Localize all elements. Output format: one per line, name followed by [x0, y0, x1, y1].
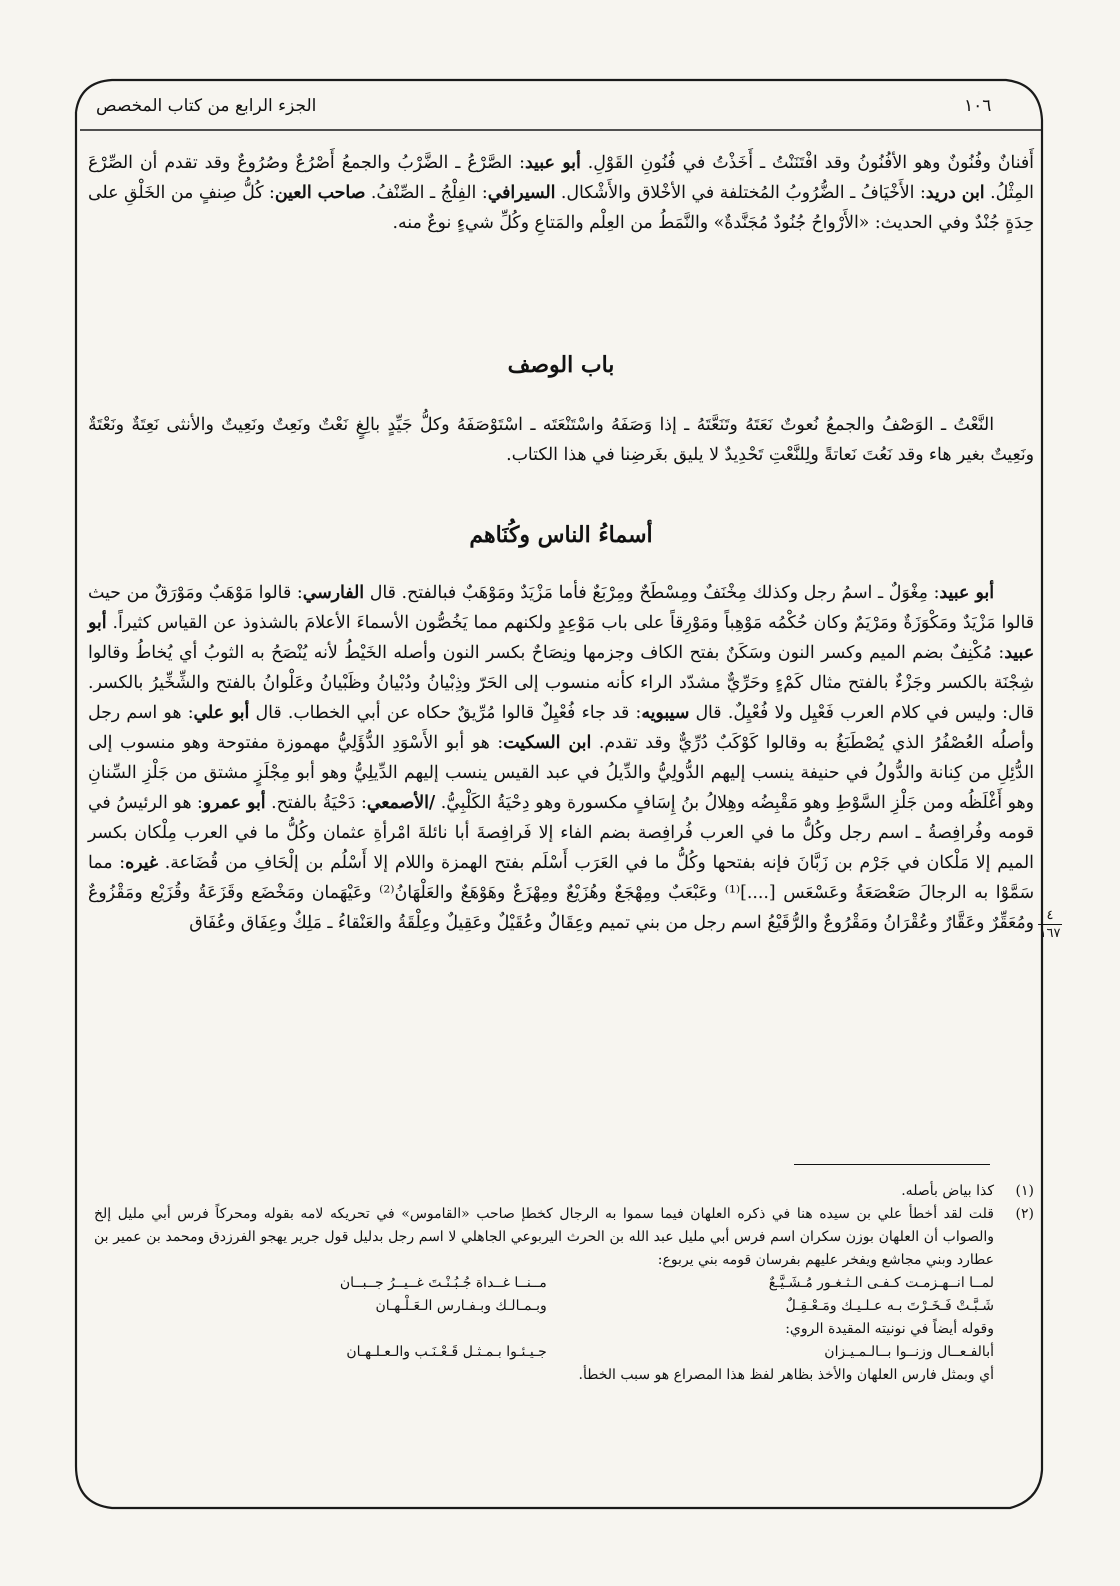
verse-1-second-hemistich: مــنــا غــداة جُـبُـنْـتَ غــيــرُ جــبــان [339, 1275, 547, 1291]
footnote-1-text: كذا بياض بأصله. [901, 1183, 994, 1199]
verse-1 [94, 1272, 1034, 1295]
paragraph-2-text: النَّعْتُ ـ الوَصْفُ والجمعُ نُعوتٌ نَعَتَهُ وتَنَعَّتَهُ ـ إذا وَصَفَهُ واسْتَنْعَتَه ـ اسْتَوْصَفَهُ وكلُّ جَيِّدٍ بالِغٍ نَعْتٌ ونَعِتٌ ونَعِيتٌ والأنثى نَعِتَةٌ ونَعْتَةٌ ونَعِيتٌ بغير هاء وقد نَعُتَ نَعاتةً ولِلنَّعْتِ تَحْدِيدٌ لا يليق بغَرضِنا في هذا الكتاب. [88, 415, 1034, 465]
section-heading-names: أسماءُ الناس وكُنَاهم [469, 522, 653, 548]
verse-2-second-hemistich: وبـمـالـك وبـفـارس الـعَـلْـهـان [375, 1298, 547, 1314]
section-heading-description: باب الوصف [507, 352, 615, 378]
text-run: أَفنانٌ وفُنُونٌ وهو الأفُنُونُ وقد افْتَنَنْتُ ـ أَخَذْتُ في فُنُونِ القَوْلِ. [580, 153, 1034, 173]
paragraph-3 [88, 578, 1034, 938]
margin-page-reference [1038, 909, 1062, 940]
cited-author: أبو عبيد [88, 613, 1034, 663]
footnote-2-body [94, 1203, 994, 1272]
footnote-2 [94, 1203, 1034, 1272]
cited-author: السيرافي [487, 183, 556, 203]
footnote-separator [794, 1164, 990, 1165]
cited-author: أبو عمرو [202, 793, 266, 813]
text-run: : مُكْنِفٌ بضم الميم وكسر النون وسَكَنٌ بفتح الكاف وجزمها ونِصَاحٌ بكسر النون وأصله الخَيْطُ لأنه يُنْصَحُ به الثوبُ أي يُخاطُ وقالوا شِجْنَة بالكسر وجَزْءٌ بالفتح مثال كَمْءٍ وحَرِّيٌّ مشدّد الراء كأنه منسوب إلى الحَرّ وذِبْيانُ ودُبْيانُ وظَبْيانُ وعَلْوانُ بالفتح والشِّخِّيرُ بالكسر. قال: وليس في كلام العرب فَعْيِل ولا فُعْيِلٌ. قال [88, 643, 1034, 723]
footnotes [94, 1180, 1034, 1387]
cited-author: سيبويه [641, 703, 690, 723]
cited-author: أبو عبيد [939, 583, 994, 603]
footnote-2-closing: أي وبمثل فارس العلهان والأخذ بظاهر لفظ هذا المصراع هو سبب الخطأ. [578, 1367, 994, 1383]
text-run: : كُلُّ صِنفٍ من الخَلْقِ على حِدَةٍ جُنْدٌ وفي الحديث: «الأَرْواحُ جُنُودٌ مُجَنَّدةٌ» والنَّمَطُ من العِلْم والمَتاعِ وكُلِّ شيءٍ نوعٌ منه. [88, 183, 1034, 233]
cited-author: ابن السكيت [503, 733, 592, 753]
text-run: : دَحْيَةُ بالفتح. [265, 793, 367, 813]
paragraph-3-text [88, 578, 1034, 938]
cited-author: أبو علي [193, 703, 250, 723]
verse-2 [94, 1295, 1034, 1318]
text-run: : هو أبو الأَسْوَدِ الدُّؤَلِيُّ مهموزة مفتوحة وهو منسوب إلى الدُّئِلِ من كِنانة والدُّولُ في حنيفة ينسب إليهم الدُّولِيُّ والدِّيلُ في عبد القيس ينسب إليهم الدِّيلِيُّ وهو أبو مِجْلَزٍ مشتق من جَلْزِ السِّنانِ وهو أَغْلَظُه ومن جَلْزِ السَّوْطِ وهو مَقْبِضُه وهِلالُ بنُ إِسَافٍ مكسورة وهو دِحْيَةُ الكَلْبِيُّ. [88, 733, 1034, 813]
verse-3-first-hemistich: أبالفـعــال وزنــوا بــالـمـيـزان [824, 1344, 994, 1360]
cited-author: صاحب العين [274, 183, 366, 203]
footnote-1-number: (١) [1015, 1183, 1034, 1199]
verse-3-second-hemistich: جـيـئـوا بـمـثـل قَـعْـنَـب والـعـلـهـان [346, 1344, 547, 1360]
text-run: : مما سَمَّوْا به الرجالَ صَعْصَعَةُ وعَسْعَس [....]⁽¹⁾ وعَبْعَبٌ ومِهْجَعٌ وهُزَيْعٌ ومِهْزَعٌ وهَوْهَعٌ والعَلْهَانُ⁽²⁾ وعَيْهَمان ومَخْضَع وقَزَعَةُ وقُزَيْع ومَقْزُوعٌ ومُعَقِّرٌ وعَقَّارٌ وعُقْرَانُ ومَقْرُوعٌ والرُّقَيْعُ اسم رجل من بني تميم وعِقَالٌ وعُقَيْلٌ وعَقِيلٌ وعِلْقَةُ والعَنْقاءُ ـ مَلِكٌ وعِفَاق وعُفَاق [88, 853, 1035, 933]
cited-author: /الأصمعي [366, 793, 436, 813]
verse-2-first-hemistich: شَـبَّـتْ فَـخَـرْتَ بـه عـلـيـك ومَـعْـقِـلٌ [785, 1298, 994, 1314]
margin-ref-line [1038, 924, 1062, 925]
text-run: : مِغْوَلٌ ـ اسمُ رجل وكذلك مِخْنَفٌ ومِسْطَحٌ ومِرْبَعٌ فأما مَزْيَدٌ ومَوْهَبٌ فبالفتح. قال [364, 583, 940, 603]
running-title: الجزء الرابع من كتاب المخصص [96, 96, 317, 116]
page-number: ١٠٦ [964, 96, 992, 116]
text-run: : هو الرئيسُ في قومه وفُرافِصةُ ـ اسم رجل وكُلُّ ما في العرب فُرافِصة بضم الفاء إلا فَرافِصةَ أبا نائلةَ امْرأةِ عثمان وكُلُّ ما في العرب مِلْكان بكسر الميم إلا مَلْكان في جَرْم بن زَبَّانَ فإنه بفتحها وكُلُّ ما في العَرَب أَسْلَم بفتح الهمزة واللام إلا أَسْلُم بن إلْحَافِ من قُضَاعة. [88, 793, 1034, 873]
cited-author: ابن دريد [925, 183, 985, 203]
cited-author: الفارسي [302, 583, 365, 603]
footnote-2-text: قلت لقد أخطأ علي بن سيده هنا في ذكره العلهان فيما سموا به الرجال كخطإ صاحب «القاموس» في تحريكه لامه بقوله ومحركاً فرس أبي مليل إلخ والصواب أن العلهان بوزن سكران اسم فرس أبي مليل عبد الله بن الحرث اليربوعي الجاهلي لا اسم رجل بدليل قول جرير يهجو الفرزدق ومحمد بن عمير بن عطارد وبني مجاشع ويفخر عليهم بفرسان قومه بني يربوع: [94, 1206, 994, 1268]
text-run: : قالوا مَوْهَبٌ ومَوْرَقٌ من حيث قالوا مَزْيَدٌ ومَكْوَزَةٌ ومَرْيَمٌ وكان حُكْمُه مَوْهِباً ومَوْرِقاً على باب مَوْعِدٍ ولكنهم مما يَخُصُّون الأسماءَ الأعلامَ بالشذوذ عن القياس كثيراً. [88, 583, 1034, 633]
paragraph-1-text [88, 148, 1034, 238]
text-run: : الفِلْجُ ـ الصِّنْفُ. [365, 183, 488, 203]
cited-author: غيره [125, 853, 158, 873]
verse-3 [94, 1341, 1034, 1364]
cited-author: أبو عبيد [524, 153, 581, 173]
paragraph-2 [88, 410, 1034, 470]
text-run: : الصَّرْعُ ـ الضَّرْبُ والجمعُ أَصْرُعٌ وصُرُوعٌ وقد تقدم أن الصِّرْعَ المِثْلُ. [88, 153, 1034, 203]
verse-intro: وقوله أيضاً في نونيته المقيدة الروي: [785, 1321, 994, 1337]
text-run: : قد جاء فُعْيِلٌ قالوا مُرِّيقٌ حكاه عن أبي الخطاب. قال [249, 703, 642, 723]
footnote-2-number: (٢) [1015, 1206, 1034, 1222]
paragraph-1 [88, 148, 1034, 238]
footnote-1 [94, 1180, 1034, 1203]
text-run: : الأَخْيَافُ ـ الضُّرُوبُ المُختلفة في الأخْلاق والأَشْكال. [555, 183, 926, 203]
verse-1-first-hemistich: لمــا انــهـزمـت كـفـى الـثـغـور مُـشَـيَّـعٌ [768, 1275, 994, 1291]
margin-ref-top: ٤ [1046, 908, 1054, 923]
margin-ref-bottom: ١٦٧ [1039, 926, 1061, 941]
text-run: : هو اسم رجل وأصلُه العُصْفُرُ الذي يُصْطَبَغُ به وقالوا كَوْكَبٌ دُرِّيٌّ وقد تقدم. [88, 703, 1034, 753]
